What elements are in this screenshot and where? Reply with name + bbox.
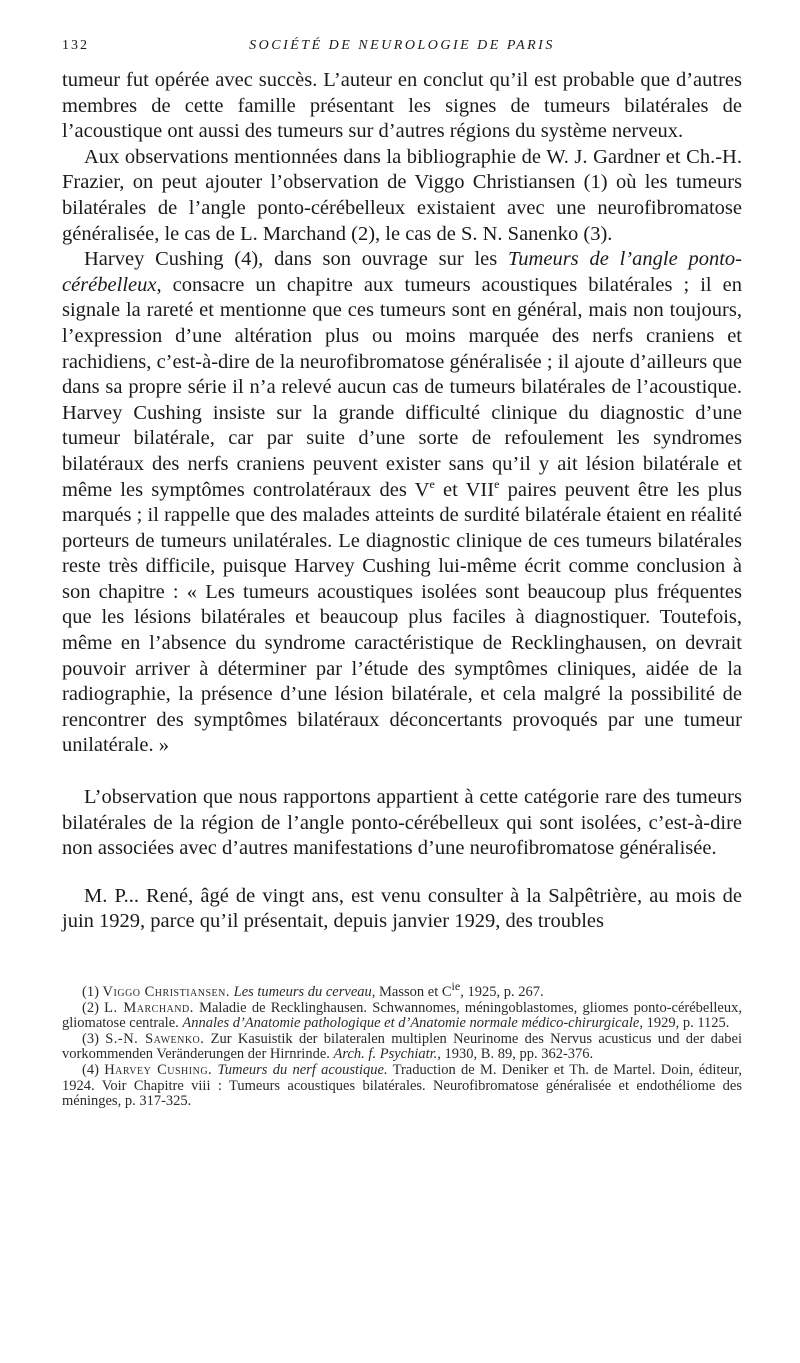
footnote-text: Masson et C (375, 984, 452, 1000)
footnote-title: Les tumeurs du cerveau, (230, 984, 376, 1000)
footnote-title: Annales d’Anatomie pathologique et d’Anatomie normale médico-chirurgicale (182, 1015, 640, 1032)
paragraph-4: L’observation que nous rapportons appartient à cette catégorie rare des tumeurs bilatérales de la région de l’angle ponto-cérébelleux qui sont isolées, c’est-à-dire non associées avec d’autres manifestations d’une neurofibromatose généralisée. (62, 786, 742, 860)
paragraph-3-text-a: Harvey Cushing (4), dans son ouvrage sur les (84, 248, 509, 271)
page (62, 38, 742, 1110)
book-title: Tumeurs de l’angle ponto-cérébelleux (62, 248, 743, 296)
footnote-4 (62, 1063, 742, 1110)
footnote-author: S.-N. Sawenko. (105, 1030, 205, 1047)
footnote-text: Maladie de Recklinghausen. Schwannomes, méningoblastomes, gliomes ponto-cérébelleux, gliomatose centrale. (62, 999, 742, 1032)
paragraph-1: tumeur fut opérée avec succès. L’auteur en conclut qu’il est probable que d’autres membres de cette famille présentant les signes de tumeurs bilatérales de l’acoustique ont aussi des tumeurs sur d’autres régions du système nerveux. (62, 69, 742, 143)
superscript-e: e (494, 476, 500, 491)
paragraph-5: M. P... René, âgé de vingt ans, est venu consulter à la Salpêtrière, au mois de juin 1929, parce qu’il présentait, depuis janvier 1929, des troubles (62, 884, 742, 933)
paragraph-3-text-d: paires peuvent être les plus marqués ; il rappelle que des malades atteints de surdité bilatérale étaient en réalité porteurs de tumeurs unilatérales. Le diagnostic clinique de ces tumeurs bilatérales reste très difficile, puisque Harvey Cushing lui-même écrit comme conclusion à son chapitre : « Les tumeurs acoustiques isolées sont beaucoup plus fréquentes que les lésions bilatérales et beaucoup plus faciles à diagnostiquer. Toutefois, même en l’absence du syndrome caractéristique de Recklinghausen, on devrait pouvoir arriver à déterminer par l’étude des symptômes cliniques, aidée de la radiographie, la présence d’une lésion bilatérale, et cela malgré la possibilité de rencontrer des symptômes bilatéraux déconcertants provoqués par une tumeur unilatérale. » (62, 478, 742, 757)
footnote-text: Traduction de M. Deniker et Th. de Martel. Doin, éditeur, 1924. Voir Chapitre viii : Tumeurs acoustiques bilatérales. Neurofibromatose généralisée et endothéliome des méninges, p. 317-325. (62, 1061, 742, 1110)
footnote-text: , 1929, p. 1125. (639, 1015, 730, 1032)
running-title: SOCIÉTÉ DE NEUROLOGIE DE PARIS (249, 38, 555, 53)
paragraph-3-text-c: et VII (434, 478, 495, 501)
footnote-number: (4) (82, 1061, 105, 1078)
footnote-number: (1) (82, 984, 103, 1000)
footnote-superscript: ie (451, 979, 461, 994)
footnote-author: Harvey Cushing. (104, 1061, 213, 1078)
footnote-author: Viggo Christiansen. (102, 984, 230, 1000)
footnote-author: L. Marchand. (104, 999, 194, 1016)
superscript-e: e (429, 476, 435, 491)
body-text (62, 68, 742, 935)
footnote-3 (62, 1032, 742, 1063)
footnote-number: (3) (82, 1030, 106, 1047)
paragraph-2: Aux observations mentionnées dans la bibliographie de W. J. Gardner et Ch.-H. Frazier, on peut ajouter l’observation de Viggo Christiansen (1) où les tumeurs bilatérales de l’angle ponto-cérébelleux existaient avec une neurofibromatose généralisée, le cas de L. Marchand (2), le cas de S. N. Sanenko (3). (62, 145, 742, 245)
footnote-title: Arch. f. Psychiatr. (333, 1046, 438, 1063)
page-header (62, 38, 742, 68)
footnote-title: Tumeurs du nerf acoustique. (212, 1061, 388, 1078)
paragraph-3-text-b: , consacre un chapitre aux tumeurs acoustiques bilatérales ; il en signale la rareté et mentionne que ces tumeurs sont en général, mais non toujours, l’expression d’une altération plus ou moins marquée des nerfs craniens et rachidiens, c’est-à-dire de la neurofibromatose généralisée ; il ajoute d’ailleurs que dans sa propre série il n’a relevé aucun cas de tumeurs bilatérales de l’acoustique. Harvey Cushing insiste sur la grande difficulté clinique du diagnostic d’une tumeur bilatérale, car par suite d’une sorte de refoulement les syndromes bilatéraux des nerfs craniens peuvent exister sans qu’il y ait lésion bilatérale et même les symptômes controlatéraux des V (62, 273, 742, 501)
footnote-text: Zur Kasuistik der bilateralen multiplen Neurinome des Nervus acusticus und der dabei vorkommenden Veränderungen der Hirnrinde. (62, 1030, 742, 1063)
footnote-1 (62, 979, 742, 1001)
page-number: 132 (62, 38, 89, 53)
footnotes (62, 979, 742, 1110)
paragraph-3 (62, 247, 742, 759)
footnote-2 (62, 1001, 742, 1032)
footnote-number: (2) (82, 999, 105, 1016)
footnote-text: , 1930, B. 89, pp. 362-376. (437, 1046, 594, 1063)
footnote-text: , 1925, p. 267. (460, 984, 544, 1000)
